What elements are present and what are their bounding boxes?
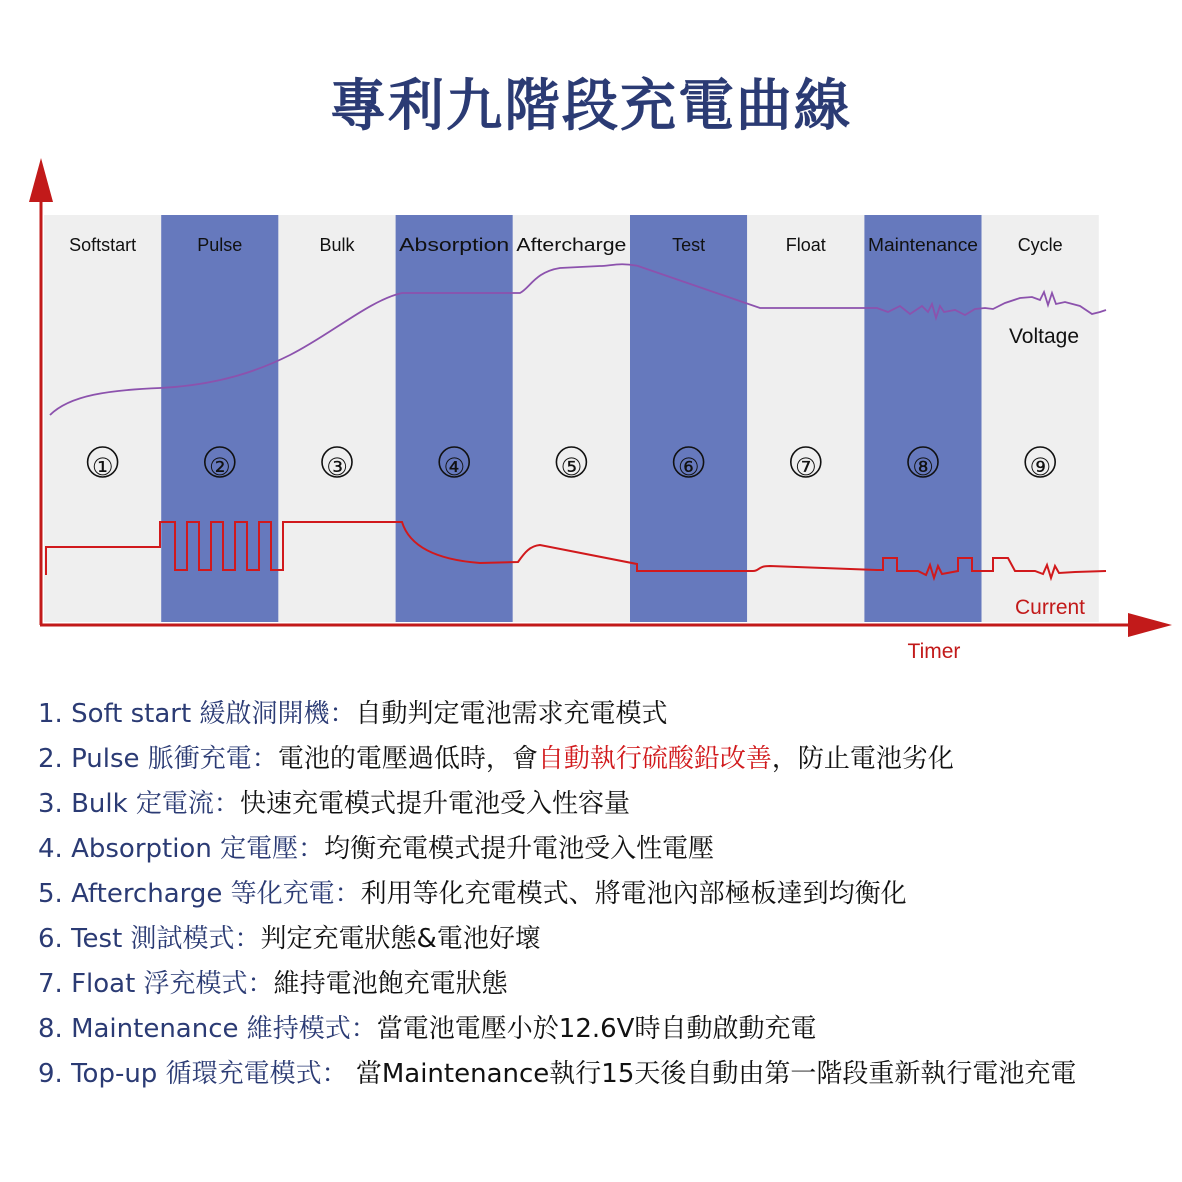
stage-description-text: 判定充電狀態&電池好壞 [260,924,541,954]
phase-band-6 [630,215,747,622]
stage-description-7 [38,964,1076,1009]
phase-number-9: ⑨ [1029,453,1051,481]
phase-band-4 [396,215,513,622]
current-label: Current [1014,596,1086,619]
phase-number-6: ⑥ [677,453,700,481]
phase-band-1 [44,215,161,622]
phase-label-8: Maintenance [868,235,978,255]
phase-number-2: ② [209,453,231,481]
phase-number-1: ① [91,453,114,481]
stage-description-5 [38,874,1076,919]
phase-band-5 [513,215,630,622]
timer-label: Timer [907,640,961,663]
stage-description-text: 自動判定電池需求充電模式 [355,699,668,729]
stage-description-text: 維持電池飽充電狀態 [273,969,508,999]
stage-description-8 [38,1009,1076,1054]
stage-description-head: 1. Soft start 緩啟洞開機： [38,699,356,729]
stage-description-1 [38,694,1076,739]
stage-description-tail: ，防止電池劣化 [771,744,954,774]
phase-label-2: Pulse [197,235,243,255]
phase-label-7: Float [785,235,826,255]
stage-description-head: 6. Test 測試模式： [38,924,261,954]
stage-description-9 [38,1054,1076,1099]
phase-bands [44,215,1099,622]
x-axis-arrow-icon [1128,613,1172,637]
stage-description-text: 利用等化充電模式、將電池內部極板達到均衡化 [360,879,907,909]
phase-number-3: ③ [326,453,348,481]
stage-description-text: 均衡充電模式提升電池受入性電壓 [324,834,715,864]
stage-description-text: 電池的電壓過低時，會 [277,744,538,774]
stage-description-highlight: 自動執行硫酸鉛改善 [537,744,772,774]
phase-number-4: ④ [443,453,465,481]
voltage-label: Voltage [1008,325,1080,348]
phase-band-2 [161,215,278,622]
phase-number-5: ⑤ [560,453,583,481]
y-axis-arrow-icon [29,158,53,202]
stage-description-4 [38,829,1076,874]
stage-description-head: 7. Float 浮充模式： [38,969,274,999]
phase-label-5: Aftercharge [516,235,627,255]
phase-label-6: Test [672,235,706,255]
stage-description-list [38,694,1076,1099]
stage-description-head: 2. Pulse 脈衝充電： [38,744,278,774]
phase-label-9: Cycle [1017,235,1063,255]
stage-description-head: 9. Top-up 循環充電模式： [38,1059,348,1089]
phase-band-7 [747,215,864,622]
stage-description-head: 3. Bulk 定電流： [38,789,240,819]
phase-number-7: ⑦ [795,453,817,481]
phase-band-9 [982,215,1099,622]
stage-description-3 [38,784,1076,829]
stage-description-head: 5. Aftercharge 等化充電： [38,879,361,909]
phase-label-1: Softstart [69,235,137,255]
stage-description-head: 4. Absorption 定電壓： [38,834,325,864]
phase-label-4: Absorption [399,235,510,255]
phase-labels [69,235,1063,255]
page-title: 專利九階段充電曲線 [330,74,852,139]
stage-description-6 [38,919,1076,964]
stage-description-text: 當Maintenance執行15天後自動由第一階段重新執行電池充電 [347,1059,1077,1089]
stage-description-text: 快速充電模式提升電池受入性容量 [239,789,630,819]
stage-description-2 [38,739,1076,784]
phase-label-3: Bulk [319,235,355,255]
phase-band-3 [278,215,395,622]
stage-description-text: 當電池電壓小於12.6V時自動啟動充電 [376,1014,817,1044]
phase-band-8 [864,215,981,622]
stage-description-head: 8. Maintenance 維持模式： [38,1014,377,1044]
phase-number-8: ⑧ [912,453,934,481]
